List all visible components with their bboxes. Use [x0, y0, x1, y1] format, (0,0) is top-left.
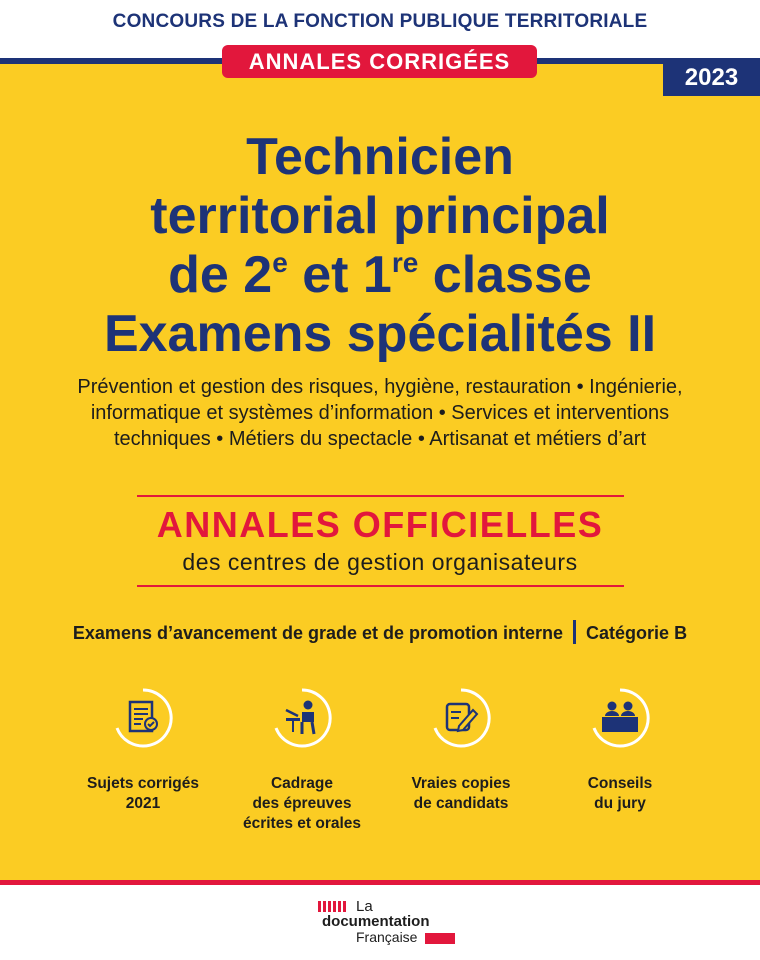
logo-red-block: [425, 933, 455, 944]
book-title: [40, 128, 720, 364]
annales-officielles-title: ANNALES OFFICIELLES: [156, 504, 604, 545]
title-line-2: territorial principal: [150, 187, 610, 245]
specialties-line-3: techniques • Métiers du spectacle • Artisanat et métiers d’art: [113, 428, 647, 450]
feature-sujets-corriges: [58, 688, 228, 814]
specialties-list: [40, 374, 720, 452]
title-line-3: de 2e et 1re classe: [168, 246, 592, 304]
publisher-line-1: La: [356, 898, 373, 915]
document-check-icon: [113, 688, 173, 748]
edit-copy-icon: [431, 688, 491, 748]
exam-separator: [573, 620, 576, 644]
feature-label: Conseils du jury: [587, 775, 653, 812]
annales-corrigees-badge: ANNALES CORRIGÉES: [222, 45, 537, 78]
specialties-line-1: Prévention et gestion des risques, hygiène, restauration • Ingénierie,: [77, 376, 683, 398]
logo-bars-icon: [318, 901, 350, 912]
title-line-4: Examens spécialités II: [103, 305, 657, 363]
year-badge: 2023: [663, 60, 760, 96]
annales-officielles-subtitle: des centres de gestion organisateurs: [182, 549, 578, 575]
exam-category: Catégorie B: [586, 623, 688, 643]
feature-label: Sujets corrigés 2021: [87, 775, 199, 812]
presenter-icon: [272, 688, 332, 748]
series-title: CONCOURS DE LA FONCTION PUBLIQUE TERRITORIALE: [112, 11, 648, 32]
feature-cadrage: [217, 688, 387, 834]
exam-info: [0, 620, 760, 644]
publisher-logo: [318, 898, 468, 948]
publisher-line-3: Française: [356, 929, 418, 945]
feature-label: Cadrage des épreuves écrites et orales: [242, 775, 362, 832]
feature-vraies-copies: [376, 688, 546, 814]
annales-rule-top: [137, 495, 624, 497]
feature-conseils-jury: [535, 688, 705, 814]
feature-label: Vraies copies de candidats: [411, 775, 511, 812]
specialties-line-2: informatique et systèmes d’information • Services et interventions: [90, 402, 670, 424]
jury-icon: [590, 688, 650, 748]
publisher-line-2: documentation: [322, 913, 430, 930]
exam-type: Examens d’avancement de grade et de promotion interne: [72, 623, 564, 643]
annales-rule-bottom: [137, 585, 624, 587]
title-line-1: Technicien: [246, 128, 514, 186]
